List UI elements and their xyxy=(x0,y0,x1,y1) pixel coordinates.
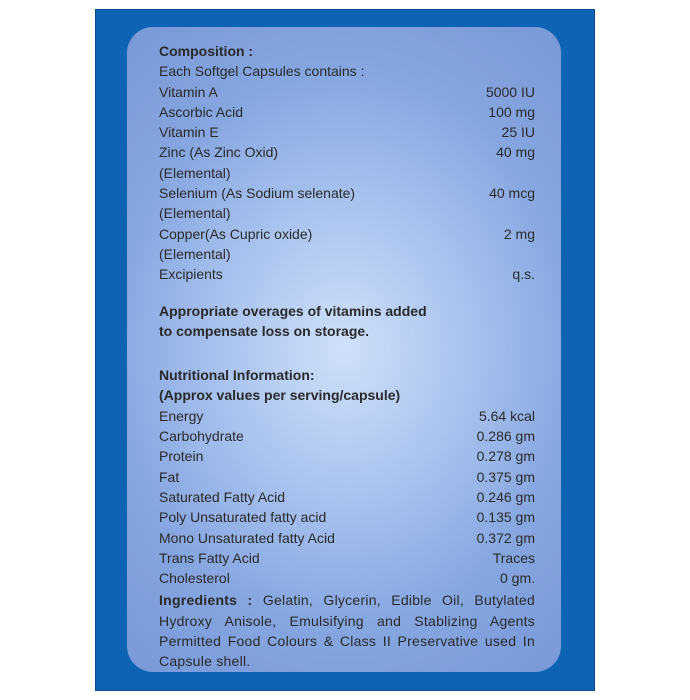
composition-row xyxy=(159,264,535,284)
nutrition-row xyxy=(159,426,535,446)
ingredient-name: Vitamin E xyxy=(159,124,219,141)
nutrition-row xyxy=(159,446,535,466)
nutrient-value: 0.246 gm xyxy=(476,488,535,505)
ingredient-name: (Elemental) xyxy=(159,205,231,222)
nutrient-value: 0.286 gm xyxy=(476,428,535,445)
spacer xyxy=(159,285,535,301)
nutrient-value: 0 gm. xyxy=(499,570,535,587)
composition-heading: Composition : xyxy=(159,43,254,59)
nutrient-value: 0.135 gm xyxy=(476,509,535,526)
composition-row xyxy=(159,163,535,183)
nutrition-row xyxy=(159,528,535,548)
ingredient-amount: q.s. xyxy=(512,266,535,283)
ingredient-name: Ascorbic Acid xyxy=(159,103,244,120)
nutrient-name: Saturated Fatty Acid xyxy=(159,488,286,505)
nutrition-row xyxy=(159,507,535,527)
ingredient-name: Excipients xyxy=(159,266,223,283)
nutrient-value: 0.278 gm xyxy=(476,448,535,465)
composition-row xyxy=(159,224,535,244)
nutrient-value: 0.372 gm xyxy=(476,529,535,546)
overage-note-line-2: to compensate loss on storage. xyxy=(159,322,370,339)
nutrition-row xyxy=(159,548,535,568)
composition-row xyxy=(159,183,535,203)
nutrition-row xyxy=(159,487,535,507)
spacer xyxy=(159,341,535,365)
composition-list xyxy=(159,82,535,285)
ingredient-amount: 40 mcg xyxy=(489,185,535,202)
nutrition-subheading: (Approx values per serving/capsule) xyxy=(159,387,401,404)
nutrient-name: Mono Unsaturated fatty Acid xyxy=(159,529,335,546)
nutrition-row xyxy=(159,467,535,487)
composition-row xyxy=(159,102,535,122)
composition-row xyxy=(159,82,535,102)
nutrient-name: Energy xyxy=(159,407,204,424)
nutrition-row xyxy=(159,406,535,426)
ingredient-amount: 5000 IU xyxy=(485,83,535,100)
composition-intro: Each Softgel Capsules contains : xyxy=(159,63,365,80)
composition-row xyxy=(159,203,535,223)
label-border xyxy=(95,9,595,691)
nutrition-list xyxy=(159,406,535,589)
nutrient-value: 5.64 kcal xyxy=(478,407,535,424)
nutrient-value: Traces xyxy=(492,549,535,566)
composition-row xyxy=(159,244,535,264)
nutrient-name: Trans Fatty Acid xyxy=(159,549,260,566)
composition-row xyxy=(159,122,535,142)
overage-note-line-1: Appropriate overages of vitamins added xyxy=(159,302,427,319)
nutrient-name: Protein xyxy=(159,448,204,465)
ingredient-amount: 25 IU xyxy=(501,124,535,141)
nutrient-name: Carbohydrate xyxy=(159,428,244,445)
ingredient-amount: 100 mg xyxy=(488,103,535,120)
nutrition-heading: Nutritional Information: xyxy=(159,367,315,384)
composition-row xyxy=(159,142,535,162)
ingredient-name: Zinc (As Zinc Oxid) xyxy=(159,144,279,161)
ingredients-paragraph xyxy=(159,590,535,671)
ingredient-name: Copper(As Cupric oxide) xyxy=(159,225,313,242)
ingredient-name: Selenium (As Sodium selenate) xyxy=(159,185,356,202)
nutrient-name: Poly Unsaturated fatty acid xyxy=(159,509,327,526)
ingredient-amount: 40 mg xyxy=(496,144,535,161)
nutrient-name: Cholesterol xyxy=(159,570,230,587)
panel-content xyxy=(159,41,535,671)
ingredient-name: (Elemental) xyxy=(159,245,231,262)
ingredients-label: Ingredients : xyxy=(159,592,253,609)
ingredient-amount: 2 mg xyxy=(503,225,535,242)
info-panel xyxy=(127,27,561,672)
ingredient-name: (Elemental) xyxy=(159,164,231,181)
ingredients-text: Gelatin, Glycerin, Edible Oil, Butylated Hydroxy Anisole, Emulsifying and Stablizing Agents Permitted Food Colours & Class II Preservative used In Capsule shell. xyxy=(159,592,535,670)
nutrition-row xyxy=(159,568,535,588)
nutrient-value: 0.375 gm xyxy=(476,468,535,485)
nutrient-name: Fat xyxy=(159,468,180,485)
ingredient-name: Vitamin A xyxy=(159,83,218,100)
